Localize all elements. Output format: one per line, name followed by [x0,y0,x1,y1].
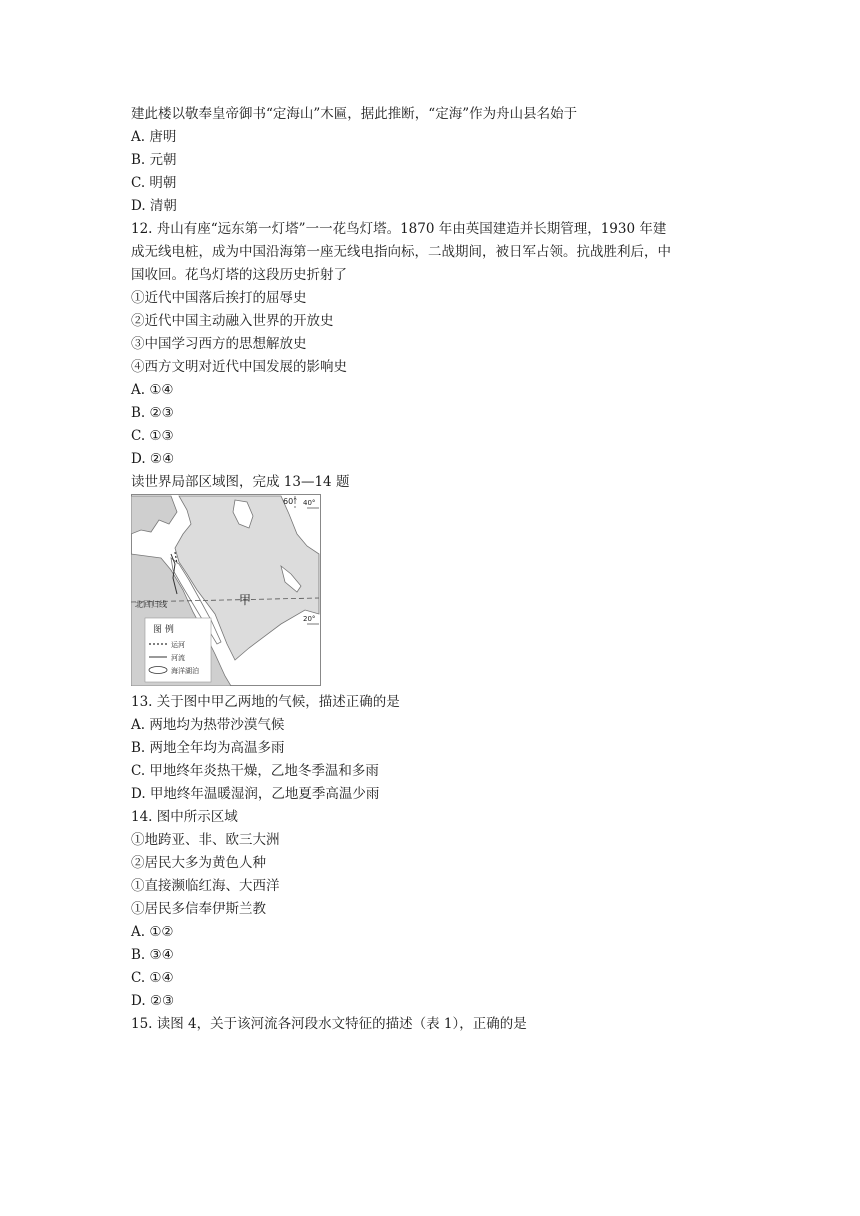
option-c: C. 甲地终年炎热干燥，乙地冬季温和多雨 [131,763,379,779]
map-instruction: 读世界局部区域图，完成 13—14 题 [131,474,350,490]
statement-3: ①直接濒临红海、大西洋 [131,878,280,894]
legend-sea-lake: 海洋湖泊 [171,667,199,675]
option-a: A. ①② [131,924,174,940]
option-b: B. ②③ [131,405,174,421]
option-b: B. 两地全年均为高温多雨 [131,740,285,756]
option-b: B. 元朝 [131,152,177,168]
question-13-stem: 13. 关于图中甲乙两地的气候，描述正确的是 [131,694,400,710]
question-15-stem: 15. 读图 4，关于该河流各河段水文特征的描述（表 1），正确的是 [131,1016,527,1032]
question-12-stem: 国收回。花鸟灯塔的这段历史折射了 [131,267,347,283]
label-lat20: 20° [303,615,316,623]
label-jia: 甲 [239,593,252,607]
option-a: A. 两地均为热带沙漠气候 [131,717,285,733]
legend-river: 河流 [171,654,185,662]
statement-4: ④西方文明对近代中国发展的影响史 [131,359,347,375]
legend-canal: 运河 [171,641,185,649]
option-c: C. ①③ [131,428,174,444]
region-map [131,494,321,686]
option-d: D. ②③ [131,993,175,1009]
legend-title: 图 例 [153,625,174,635]
statement-1: ①地跨亚、非、欧三大洲 [131,832,280,848]
option-c: C. ①④ [131,970,174,986]
statement-2: ②近代中国主动融入世界的开放史 [131,313,334,329]
question-14-stem: 14. 图中所示区域 [131,809,238,825]
statement-1: ①近代中国落后挨打的屈辱史 [131,290,307,306]
option-d: D. 清朝 [131,198,177,214]
option-c: C. 明朝 [131,175,177,191]
label-lat40: 40° [303,499,316,507]
option-b: B. ③④ [131,947,174,963]
question-12-stem: 12. 舟山有座“远东第一灯塔”一一花鸟灯塔。1870 年由英国建造并长期管理，1930 年建 [131,221,667,237]
option-d: D. 甲地终年温暖湿润，乙地夏季高温少雨 [131,786,380,802]
label-tropic: 北回归线 [135,600,167,609]
option-a: A. ①④ [131,382,174,398]
statement-4: ①居民多信奉伊斯兰教 [131,901,266,917]
statement-2: ②居民大多为黄色人种 [131,855,266,871]
question-12-stem: 成无线电桩，成为中国沿海第一座无线电指向标，二战期间，被日军占领。抗战胜利后，中 [131,244,671,260]
option-a: A. 唐明 [131,129,177,145]
statement-3: ③中国学习西方的思想解放史 [131,336,307,352]
question-11-stem-end: 建此楼以敬奉皇帝御书“定海山”木匾，据此推断，“定海”作为舟山县名始于 [131,106,578,122]
label-lon: 60° [283,497,298,506]
option-d: D. ②④ [131,451,175,467]
